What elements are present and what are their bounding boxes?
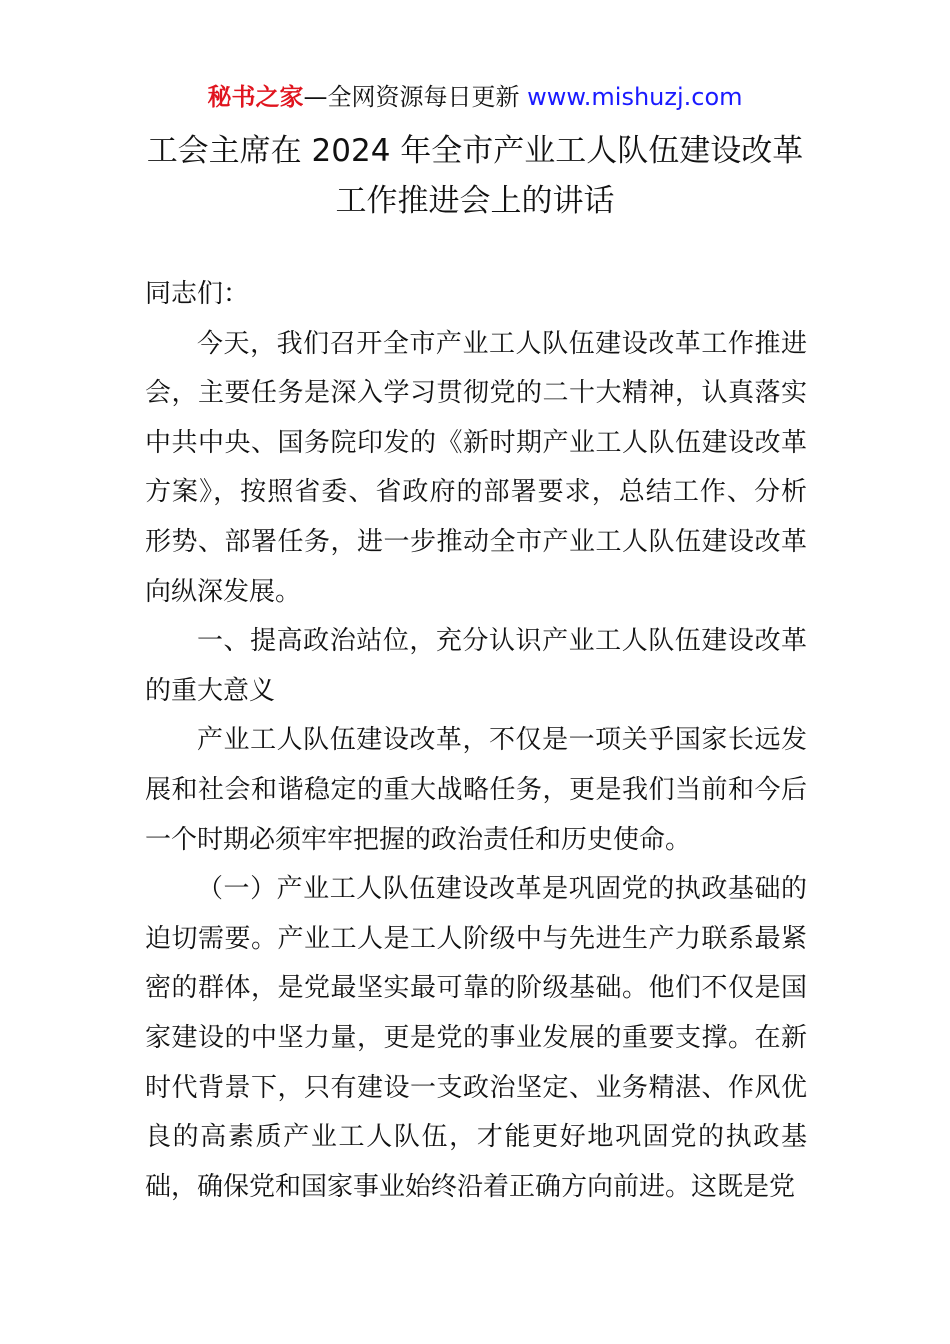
title-line-2: 工作推进会上的讲话 — [335, 183, 615, 219]
brand-name: 秘书之家 — [207, 83, 304, 111]
header-tagline: —全网资源每日更新 — [303, 83, 520, 111]
site-url-link[interactable]: www.mishuzj.com — [527, 83, 743, 111]
site-header — [0, 80, 950, 114]
document-title — [0, 126, 950, 226]
title-line-1: 工会主席在 2024 年全市产业工人队伍建设改革 — [146, 133, 804, 169]
paragraph-section-1: 产业工人队伍建设改革，不仅是一项关乎国家长远发展和社会和谐稳定的重大战略任务，更是我们当前和今后一个时期必须牢牢把握的政治责任和历史使命。 — [145, 725, 807, 855]
salutation: 同志们： — [145, 279, 250, 309]
paragraph-intro: 今天，我们召开全市产业工人队伍建设改革工作推进会，主要任务是深入学习贯彻党的二十大精神，认真落实中共中央、国务院印发的《新时期产业工人队伍建设改革方案》，按照省委、省政府的部署要求，总结工作、分析形势、部署任务，进一步推动全市产业工人队伍建设改革向纵深发展。 — [145, 328, 807, 607]
paragraph-subsection-1: （一）产业工人队伍建设改革是巩固党的执政基础的迫切需要。产业工人是工人阶级中与先进生产力联系最紧密的群体，是党最坚实最可靠的阶级基础。他们不仅是国家建设的中坚力量，更是党的事业发展的重要支撑。在新时代背景下，只有建设一支政治坚定、业务精湛、作风优良的高素质产业工人队伍，才能更好地巩固党的执政基础，确保党和国家事业始终沿着正确方向前进。这既是党 — [145, 874, 807, 1202]
document-body — [145, 270, 807, 1212]
section-heading-1: 一、提高政治站位，充分认识产业工人队伍建设改革的重大意义 — [145, 626, 807, 706]
